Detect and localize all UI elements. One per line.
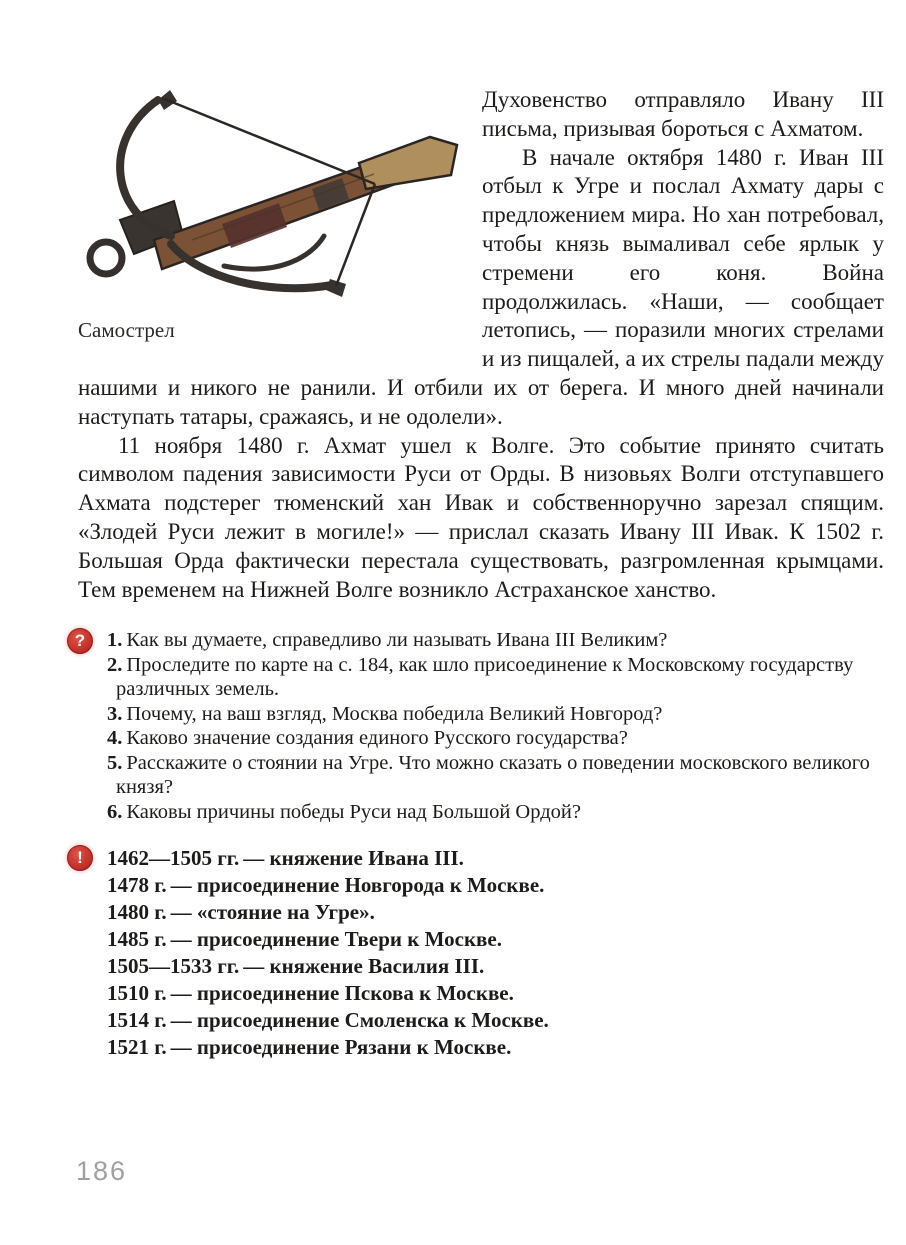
question-item <box>107 702 884 727</box>
page-number: 186 <box>76 1156 128 1186</box>
date-description: — присоединение Смоленска к Москве. <box>170 1008 549 1033</box>
question-badge-icon: ? <box>67 628 93 654</box>
date-description: — присоединение Новгорода к Москве. <box>170 873 545 898</box>
date-value: 1505—1533 гг. <box>107 954 240 979</box>
date-value: 1478 г. <box>107 873 167 898</box>
date-value: 1521 г. <box>107 1035 167 1060</box>
paragraph: 11 ноября 1480 г. Ахмат ушел к Волге. Это событие принято считать символом падения зависимости Руси от Орды. В низовьях Волги отступавшего Ахмата подстерег тюменский хан Ивак и собственноручно зарезал спящим. «Злодей Руси лежит в могиле!» — прислал сказать Ивану III Ивак. К 1502 г. Большая Орда фактически перестала существовать, разгромленная крымцами. Тем временем на Нижней Волге возникло Астраханское ханство. <box>78 432 884 602</box>
crossbow-illustration <box>74 88 470 316</box>
date-value: 1510 г. <box>107 981 167 1006</box>
paragraph: В начале октября 1480 г. Иван III отбыл к Угре и послал Ахмату дары с предложением мира. Но хан потребовал, чтобы князь вымаливал себе ярлык у стремени его коня. Война продолжилась. «Наши, — сообщает летопись, — поразили многих стрелами и из пищалей, а их стрелы падали между нашими и никого не ранили. И отбили их от берега. И много дней начинали наступать татары, сражаясь, и не одолели». <box>78 144 884 429</box>
question-number: 5. <box>107 751 123 774</box>
question-number: 1. <box>107 629 123 652</box>
date-description: — княжение Василия III. <box>243 954 485 979</box>
date-item <box>107 899 884 926</box>
question-item <box>107 800 884 825</box>
date-item <box>107 845 884 872</box>
date-item <box>107 953 884 980</box>
question-item <box>107 628 884 653</box>
question-text: Почему, на ваш взгляд, Москва победила Великий Новгород? <box>126 702 663 725</box>
date-item <box>107 980 884 1007</box>
exclamation-badge-icon: ! <box>67 845 93 871</box>
question-text: Каковы причины победы Руси над Большой Ордой? <box>126 800 581 823</box>
crossbow-figure <box>78 88 482 342</box>
date-description: — княжение Ивана III. <box>243 846 464 871</box>
question-text: Каково значение создания единого Русского государства? <box>126 727 628 750</box>
date-value: 1514 г. <box>107 1008 167 1033</box>
question-number: 2. <box>107 653 123 676</box>
date-item <box>107 926 884 953</box>
question-number: 6. <box>107 800 123 823</box>
chronology-section <box>77 845 884 1061</box>
date-item <box>107 1007 884 1034</box>
date-value: 1462—1505 гг. <box>107 846 240 871</box>
question-item <box>107 726 884 751</box>
question-number: 4. <box>107 727 123 750</box>
question-item <box>107 751 884 800</box>
question-item <box>107 653 884 702</box>
question-number: 3. <box>107 702 123 725</box>
date-item <box>107 1034 884 1061</box>
date-description: — «стояние на Угре». <box>170 900 375 925</box>
figure-caption: Самострел <box>78 318 175 342</box>
questions-section <box>74 628 884 824</box>
question-text: Расскажите о стоянии на Угре. Что можно сказать о поведении московского великого князя? <box>116 751 870 799</box>
date-description: — присоединение Пскова к Москве. <box>170 981 514 1006</box>
question-text: Как вы думаете, справедливо ли называть Ивана III Великим? <box>126 629 668 652</box>
question-text: Проследите по карте на с. 184, как шло присоединение к Московскому государству различных земель. <box>116 653 854 701</box>
date-item <box>107 872 884 899</box>
date-value: 1485 г. <box>107 927 167 952</box>
paragraph: Духовенство отправляло Ивану III письма, призывая бороться с Ахматом. <box>482 87 884 141</box>
date-description: — присоединение Твери к Москве. <box>170 927 502 952</box>
date-value: 1480 г. <box>107 900 167 925</box>
date-description: — присоединение Рязани к Москве. <box>170 1035 512 1060</box>
